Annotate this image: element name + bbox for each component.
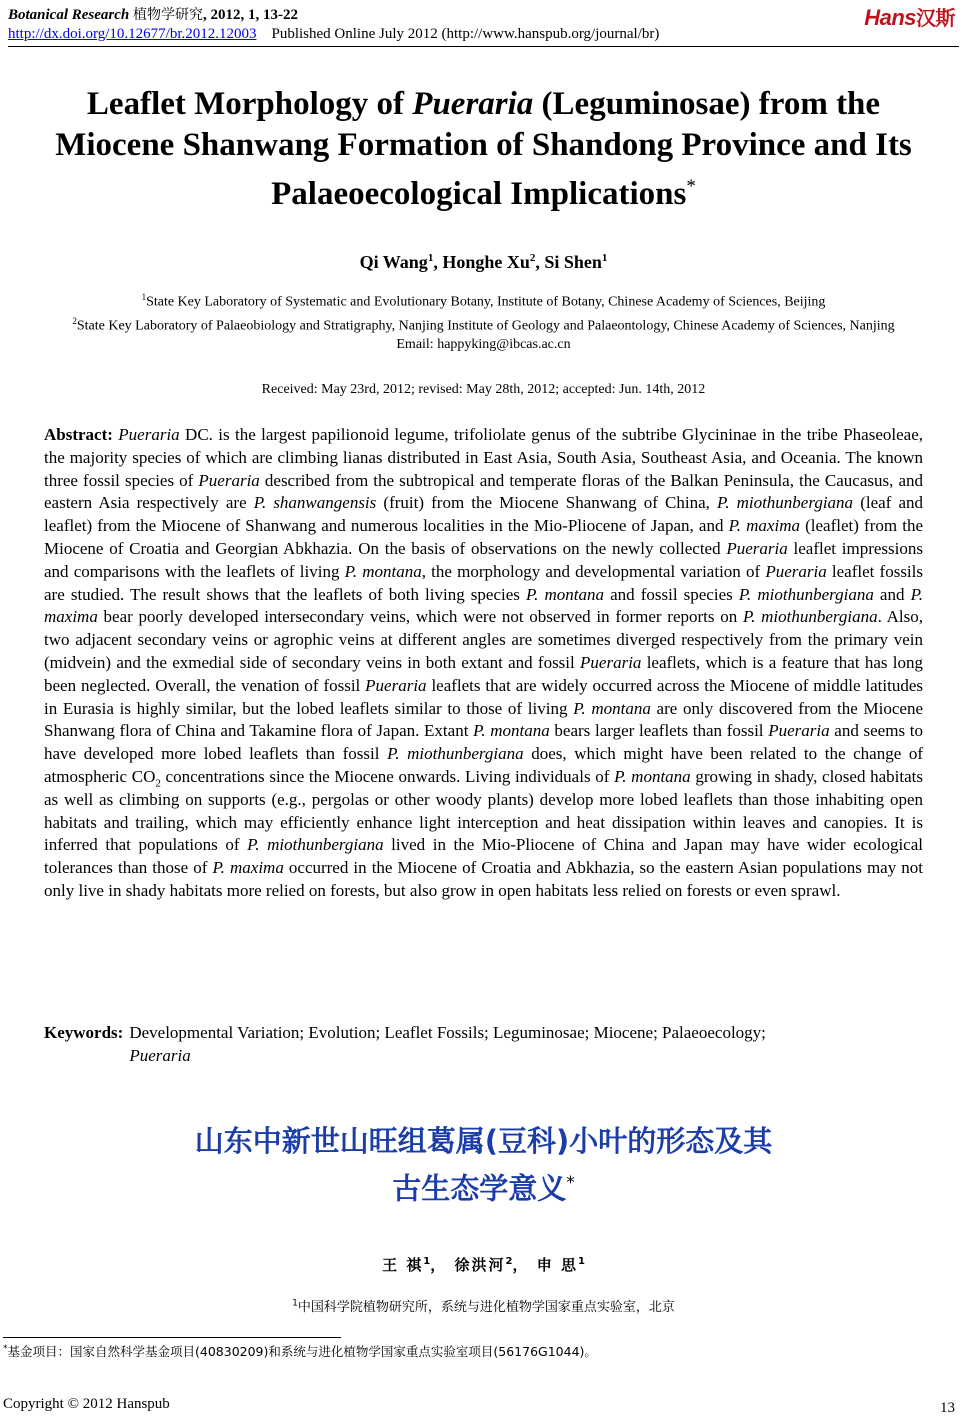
cn-author-name: 申 思 xyxy=(536,1256,578,1274)
author-affiliation-mark: 1 xyxy=(601,252,608,264)
received-dates: Received: May 23rd, 2012; revised: May 28th, 2012; accepted: Jun. 14th, 2012 xyxy=(261,382,706,397)
affiliations xyxy=(60,288,907,354)
title-footnote-mark: * xyxy=(686,176,696,197)
contact-email: Email: happyking@ibcas.ac.cn xyxy=(396,337,571,353)
publication-info: Published Online July 2012 (http://www.hanspub.org/journal/br) xyxy=(271,26,660,42)
author-name: Honghe Xu xyxy=(442,252,530,272)
chinese-title xyxy=(40,1120,927,1210)
cn-affiliation-text: 中国科学院植物研究所，系统与进化植物学国家重点实验室，北京 xyxy=(297,1300,675,1315)
affiliation-text: State Key Laboratory of Systematic and Evolutionary Botany, Institute of Botany, Chinese Academy of Sciences, Beijing xyxy=(146,294,826,310)
journal-name-cn: 植物学研究 xyxy=(133,7,204,23)
logo-text-cn: 汉斯 xyxy=(916,8,955,30)
doi-link[interactable]: http://dx.doi.org/10.12677/br.2012.12003 xyxy=(8,26,257,42)
title-text-2: (Leguminosae) from the Miocene Shanwang Formation of Shandong Province and Its Palaeoecological Implications xyxy=(55,86,912,212)
paper-title xyxy=(30,84,937,215)
chinese-title-mark: * xyxy=(566,1173,575,1193)
journal-name: Botanical Research xyxy=(8,7,130,23)
cn-affiliation-number: 1 xyxy=(292,1298,298,1309)
header-divider xyxy=(8,46,959,47)
hans-logo xyxy=(864,2,955,31)
doi-line xyxy=(8,26,659,43)
chinese-title-line-2: 古生态学意义 xyxy=(392,1171,567,1206)
affiliation-2 xyxy=(60,312,907,336)
affiliation-number: 1 xyxy=(141,292,147,302)
author-affiliation-mark: 2 xyxy=(529,252,536,264)
title-genus: Pueraria xyxy=(412,86,534,122)
journal-volume: , 2012, 1, 13-22 xyxy=(203,7,299,23)
cn-author-name: 徐洪河 xyxy=(454,1256,506,1274)
author-name: Qi Wang xyxy=(359,252,428,272)
author-name: Si Shen xyxy=(544,252,602,272)
cn-author-name: 王 祺 xyxy=(382,1256,424,1274)
chinese-authors: 王 祺$^1$， 徐洪河$^2$， 申 思$^1$ xyxy=(382,1256,585,1274)
keyword-pueraria: Pueraria xyxy=(129,1045,191,1065)
abstract-label: Abstract: xyxy=(44,425,113,444)
author-affiliation-mark: 1 xyxy=(427,252,434,264)
affiliation-1 xyxy=(60,288,907,312)
abstract: Abstract: Pueraria DC. is the largest papilionoid legume, trifoliolate genus of the subtribe Glycininae in the tribe Phaseoleae, the majority species of which are climbing lianas distributed in East Asia, South Asia, Southeast Asia, and Oceania. The known three fossil species of Pueraria described from the subtropical and temperate floras of the Balkan Peninsula, the Caucasus, and eastern Asia respectively are P. shanwangensis (fruit) from the Miocene Shanwang of China, P. miothunbergiana (leaf and leaflet) from the Miocene of Shanwang and numerous localities in the Mio-Pliocene of Japan, and P. maxima (leaflet) from the Miocene of Croatia and Georgian Abkhazia. On the basis of observations on the newly collected Pueraria leaflet impressions and comparisons with the leaflets of living P. montana, the morphology and developmental variation of Pueraria leaflet fossils are studied. The result shows that the leaflets of both living species P. montana and fossil species P. miothunbergiana and P. maxima bear poorly developed intersecondary veins, which were not observed in former reports on P. miothunbergiana. Also, two adjacent secondary veins or agrophic veins at different angles are sometimes diverged respectively from the primary vein (midvein) and the exmedial side of secondary veins in both extant and fossil Pueraria leaflets, which is a feature that has long been neglected. Overall, the venation of fossil Pueraria leaflets that are widely occurred across the Miocene of middle latitudes in Eurasia is highly similar, but the lobed leaflets similar to those of living P. montana are only discovered from the Miocene Shanwang flora of China and Takamine flora of Japan. Extant P. montana bears larger leaflets than fossil Pueraria and seems to have developed more lobed leaflets than fossil P. miothunbergiana does, which might have been related to the change of atmospheric $CO_2$ concentrations since the Miocene onwards. Living individuals of P. montana growing in shady, closed habitats as well as climbing on supports (e.g., pergolas or other woody plants) develop more lobed leaflets than those inhabiting open habitats and trailing, which may efficiently enhance light interception and heat dissipation within leaves and canopies. It is inferred that populations of P. miothunbergiana lived in the Mio-Pliocene of China and Japan may have wider ecological tolerances than those of P. maxima occurred in the Miocene of Croatia and Abkhazia, so the eastern Asian populations may not only live in shady habitats more relied on forests, but also grow in open habitats less relied on forests or even sprawl. xyxy=(44,425,924,900)
chinese-title-line-1: 山东中新世山旺组葛属(豆科)小叶的形态及其 xyxy=(194,1124,773,1158)
copyright: Copyright © 2012 Hanspub xyxy=(3,1396,170,1412)
page-number: 13 xyxy=(940,1400,955,1416)
funding-footnote xyxy=(3,1342,597,1360)
logo-text: Hans xyxy=(864,5,916,30)
keywords xyxy=(44,1022,923,1068)
cn-author-aff: 2 xyxy=(505,1256,513,1267)
author-list: Qi Wang$^1$, Honghe Xu$^2$, Si Shen$^1$ xyxy=(359,252,608,272)
footnote-text: 基金项目：国家自然科学基金项目(40830209)和系统与进化植物学国家重点实验室项目(56176G1044)。 xyxy=(7,1344,597,1359)
footnote-divider xyxy=(3,1337,341,1338)
keywords-label: Keywords: xyxy=(44,1023,124,1042)
affiliation-text: State Key Laboratory of Palaeobiology and Stratigraphy, Nanjing Institute of Geology and Palaeontology, Chinese Academy of Sciences, Nanjing xyxy=(76,318,895,334)
affiliation-number: 2 xyxy=(72,315,77,326)
cn-author-aff: 1 xyxy=(423,1256,431,1267)
journal-citation xyxy=(8,4,298,24)
keywords-text: Developmental Variation; Evolution; Leaflet Fossils; Leguminosae; Miocene; Palaeoecology; xyxy=(129,1023,766,1042)
title-text-1: Leaflet Morphology of xyxy=(86,86,413,122)
footnote-mark: * xyxy=(3,1343,8,1354)
cn-author-aff: 1 xyxy=(577,1256,585,1267)
page-header xyxy=(8,2,959,46)
chinese-affiliation xyxy=(0,1296,967,1315)
